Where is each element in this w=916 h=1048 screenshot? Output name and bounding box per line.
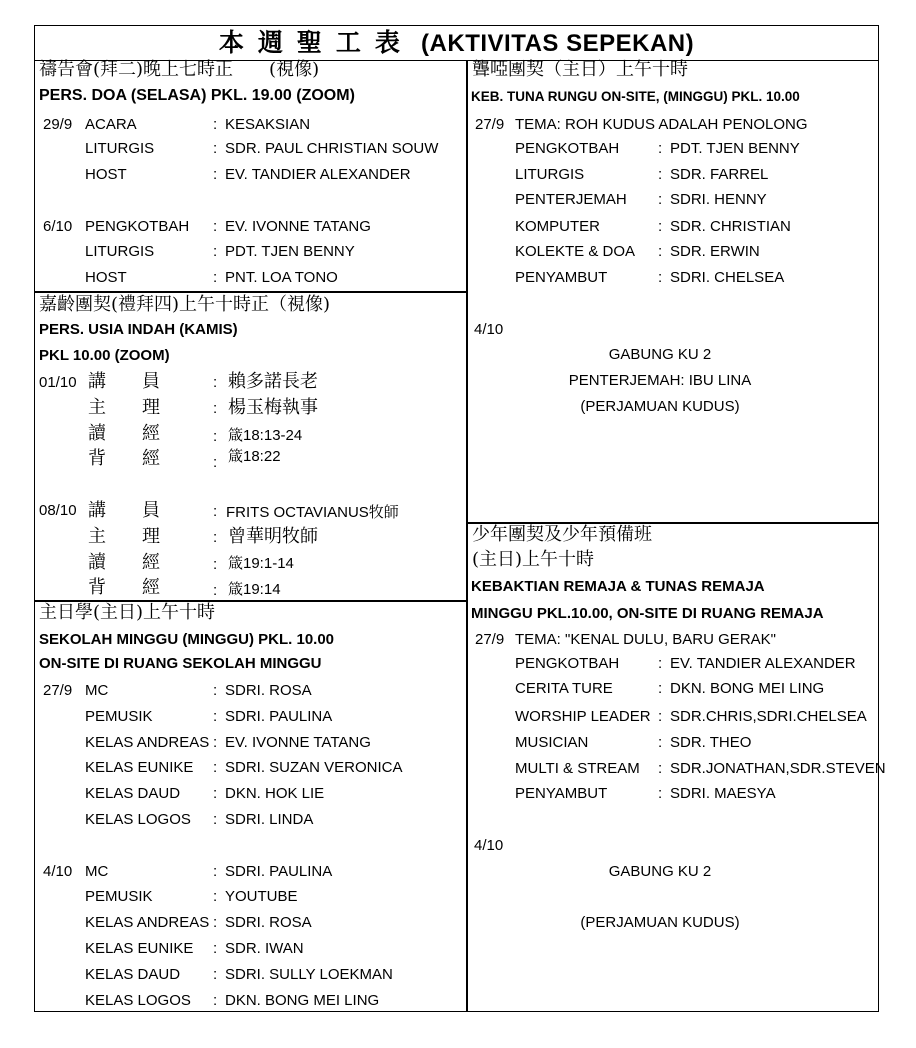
section-header-id: PERS. USIA INDAH (KAMIS) <box>39 321 238 338</box>
role-label: KELAS EUNIKE <box>85 759 194 776</box>
role-value: EV. TANDIER ALEXANDER <box>670 655 856 672</box>
colon: : <box>658 140 663 157</box>
section-header-id: KEB. TUNA RUNGU ON-SITE, (MINGGU) PKL. 10.00 <box>471 89 800 104</box>
role-label: 講 員 <box>88 371 160 392</box>
role-label: PEMUSIK <box>85 888 153 905</box>
role-label: PENGKOTBAH <box>85 218 190 235</box>
title-indonesian: (AKTIVITAS SEPEKAN) <box>421 30 695 57</box>
schedule-date: 27/9 <box>475 631 505 648</box>
role-label: HOST <box>85 269 127 286</box>
colon: : <box>658 680 663 697</box>
title-chinese: 本週聖工表 <box>218 28 414 57</box>
role-value: PDT. TJEN BENNY <box>225 243 355 260</box>
role-label: KELAS ANDREAS <box>85 734 210 751</box>
schedule-date: 4/10 <box>474 321 504 338</box>
section-header-cn: 嘉齡團契(禮拜四)上午十時正（視像) <box>39 294 331 315</box>
colon: : <box>213 966 218 983</box>
role-value: SDR.CHRIS,SDRI.CHELSEA <box>670 708 867 725</box>
section-header-id: PKL 10.00 (ZOOM) <box>39 347 170 364</box>
role-value: EV. IVONNE TATANG <box>225 218 371 235</box>
role-label: PENGKOTBAH <box>515 655 620 672</box>
role-label: MULTI & STREAM <box>515 760 640 777</box>
role-value: SDRI. LINDA <box>225 811 314 828</box>
colon: : <box>213 914 218 931</box>
colon: : <box>213 243 218 260</box>
role-value: 箴18:13-24 <box>228 427 303 444</box>
role-value: SDRI. CHELSEA <box>670 269 785 286</box>
role-value: FRITS OCTAVIANUS牧師 <box>226 504 399 521</box>
note-line: PENTERJEMAH: IBU LINA <box>568 372 752 389</box>
note-line: (PERJAMUAN KUDUS) <box>580 398 740 415</box>
role-label: KOMPUTER <box>515 218 601 235</box>
colon: : <box>213 863 218 880</box>
schedule-date: 27/9 <box>43 682 73 699</box>
theme-text: TEMA: "KENAL DULU, BARU GERAK" <box>515 631 776 648</box>
colon: : <box>213 992 218 1009</box>
colon: : <box>213 888 218 905</box>
role-label: PENYAMBUT <box>515 785 608 802</box>
colon: : <box>658 655 663 672</box>
role-label: KELAS EUNIKE <box>85 940 194 957</box>
colon: : <box>213 811 218 828</box>
colon: : <box>658 785 663 802</box>
role-label: MUSICIAN <box>515 734 589 751</box>
theme-text: TEMA: ROH KUDUS ADALAH PENOLONG <box>515 116 808 133</box>
role-label: CERITA TURE <box>515 680 613 697</box>
colon: : <box>213 759 218 776</box>
colon: : <box>213 166 218 183</box>
schedule-date: 29/9 <box>43 116 73 133</box>
section-header-id: KEBAKTIAN REMAJA & TUNAS REMAJA <box>471 578 765 595</box>
role-value: SDR. PAUL CHRISTIAN SOUW <box>225 140 439 157</box>
role-value: DKN. HOK LIE <box>225 785 325 802</box>
note-line: GABUNG KU 2 <box>608 346 712 363</box>
schedule-date: 4/10 <box>474 837 504 854</box>
colon: : <box>658 243 663 260</box>
role-label: 主 理 <box>88 397 160 418</box>
colon: : <box>213 218 218 235</box>
role-value: 楊玉梅執事 <box>228 397 318 418</box>
role-label: HOST <box>85 166 127 183</box>
colon: : <box>213 454 218 471</box>
section-header-id: PERS. DOA (SELASA) PKL. 19.00 (ZOOM) <box>39 87 355 104</box>
colon: : <box>213 140 218 157</box>
schedule-date: 01/10 <box>39 374 77 391</box>
section-header-cn: 少年團契及少年預備班 <box>472 524 652 545</box>
colon: : <box>213 428 218 445</box>
role-value: SDR. IWAN <box>225 940 304 957</box>
role-value: 曾華明牧師 <box>228 526 318 547</box>
section-header-cn: (主日)上午十時 <box>472 549 595 570</box>
role-value: 賴多諾長老 <box>228 371 318 392</box>
role-label: LITURGIS <box>85 140 155 157</box>
role-value: EV. TANDIER ALEXANDER <box>225 166 411 183</box>
role-label: KELAS ANDREAS <box>85 914 210 931</box>
role-value: 箴19:1-14 <box>228 555 294 572</box>
section-header-cn: 聾啞團契（主日）上午十時 <box>472 59 688 80</box>
colon: : <box>213 708 218 725</box>
note-line: (PERJAMUAN KUDUS) <box>580 914 740 931</box>
role-value: EV. IVONNE TATANG <box>225 734 371 751</box>
section-header-id: ON-SITE DI RUANG SEKOLAH MINGGU <box>39 655 322 672</box>
role-label: PENYAMBUT <box>515 269 608 286</box>
role-value: SDR. CHRISTIAN <box>670 218 791 235</box>
schedule-date: 6/10 <box>43 218 73 235</box>
colon: : <box>213 785 218 802</box>
note-line: GABUNG KU 2 <box>608 863 712 880</box>
role-value: SDRI. PAULINA <box>225 863 333 880</box>
role-label: WORSHIP LEADER <box>515 708 651 725</box>
role-label: 背 經 <box>88 577 160 598</box>
role-label: 讀 經 <box>88 552 160 573</box>
role-value: SDRI. MAESYA <box>670 785 776 802</box>
schedule-date: 4/10 <box>43 863 73 880</box>
schedule-date: 27/9 <box>475 116 505 133</box>
role-value: SDR. ERWIN <box>670 243 760 260</box>
section-header-id: SEKOLAH MINGGU (MINGGU) PKL. 10.00 <box>39 631 335 648</box>
colon: : <box>213 556 218 573</box>
colon: : <box>213 582 218 599</box>
divider-doa-usia <box>35 291 466 293</box>
role-label: KELAS LOGOS <box>85 811 191 828</box>
colon: : <box>213 116 218 133</box>
role-label: ACARA <box>85 116 137 133</box>
role-value: PNT. LOA TONO <box>225 269 338 286</box>
role-value: SDRI. PAULINA <box>225 708 333 725</box>
role-value: 箴18:22 <box>228 448 281 465</box>
section-header-cn: 主日學(主日)上午十時 <box>39 602 216 623</box>
schedule-date: 08/10 <box>39 502 77 519</box>
role-label: KELAS DAUD <box>85 966 181 983</box>
role-label: 背 經 <box>88 448 160 469</box>
role-value: PDT. TJEN BENNY <box>670 140 800 157</box>
role-value: SDR.JONATHAN,SDR.STEVEN <box>670 760 886 777</box>
role-label: PENGKOTBAH <box>515 140 620 157</box>
section-header-cn: 禱告會(拜二)晚上七時正 (視像) <box>39 59 320 80</box>
colon: : <box>213 374 218 391</box>
role-value: SDRI. HENNY <box>670 191 767 208</box>
colon: : <box>658 760 663 777</box>
colon: : <box>658 191 663 208</box>
colon: : <box>658 734 663 751</box>
role-label: 講 員 <box>88 500 160 521</box>
role-label: LITURGIS <box>85 243 155 260</box>
colon: : <box>213 734 218 751</box>
role-value: SDR. FARREL <box>670 166 769 183</box>
role-label: MC <box>85 863 109 880</box>
section-header-id: MINGGU PKL.10.00, ON-SITE DI RUANG REMAJA <box>471 605 824 622</box>
colon: : <box>213 503 218 520</box>
role-label: KOLEKTE & DOA <box>515 243 636 260</box>
colon: : <box>658 166 663 183</box>
role-value: SDRI. SULLY LOEKMAN <box>225 966 393 983</box>
colon: : <box>213 400 218 417</box>
colon: : <box>213 269 218 286</box>
colon: : <box>213 682 218 699</box>
role-value: KESAKSIAN <box>225 116 311 133</box>
role-value: YOUTUBE <box>225 888 298 905</box>
role-label: PEMUSIK <box>85 708 153 725</box>
role-label: PENTERJEMAH <box>515 191 627 208</box>
colon: : <box>658 218 663 235</box>
role-value: SDRI. ROSA <box>225 682 312 699</box>
colon: : <box>658 269 663 286</box>
colon: : <box>213 529 218 546</box>
colon: : <box>213 940 218 957</box>
role-value: SDR. THEO <box>670 734 752 751</box>
role-label: 讀 經 <box>88 423 160 444</box>
role-value: SDRI. ROSA <box>225 914 312 931</box>
role-label: KELAS LOGOS <box>85 992 191 1009</box>
colon: : <box>658 708 663 725</box>
role-value: 箴19:14 <box>228 581 281 598</box>
role-label: MC <box>85 682 109 699</box>
role-label: 主 理 <box>88 526 160 547</box>
role-label: KELAS DAUD <box>85 785 181 802</box>
role-label: LITURGIS <box>515 166 585 183</box>
role-value: SDRI. SUZAN VERONICA <box>225 759 403 776</box>
role-value: DKN. BONG MEI LING <box>670 680 825 697</box>
page-title <box>35 26 878 61</box>
role-value: DKN. BONG MEI LING <box>225 992 380 1009</box>
